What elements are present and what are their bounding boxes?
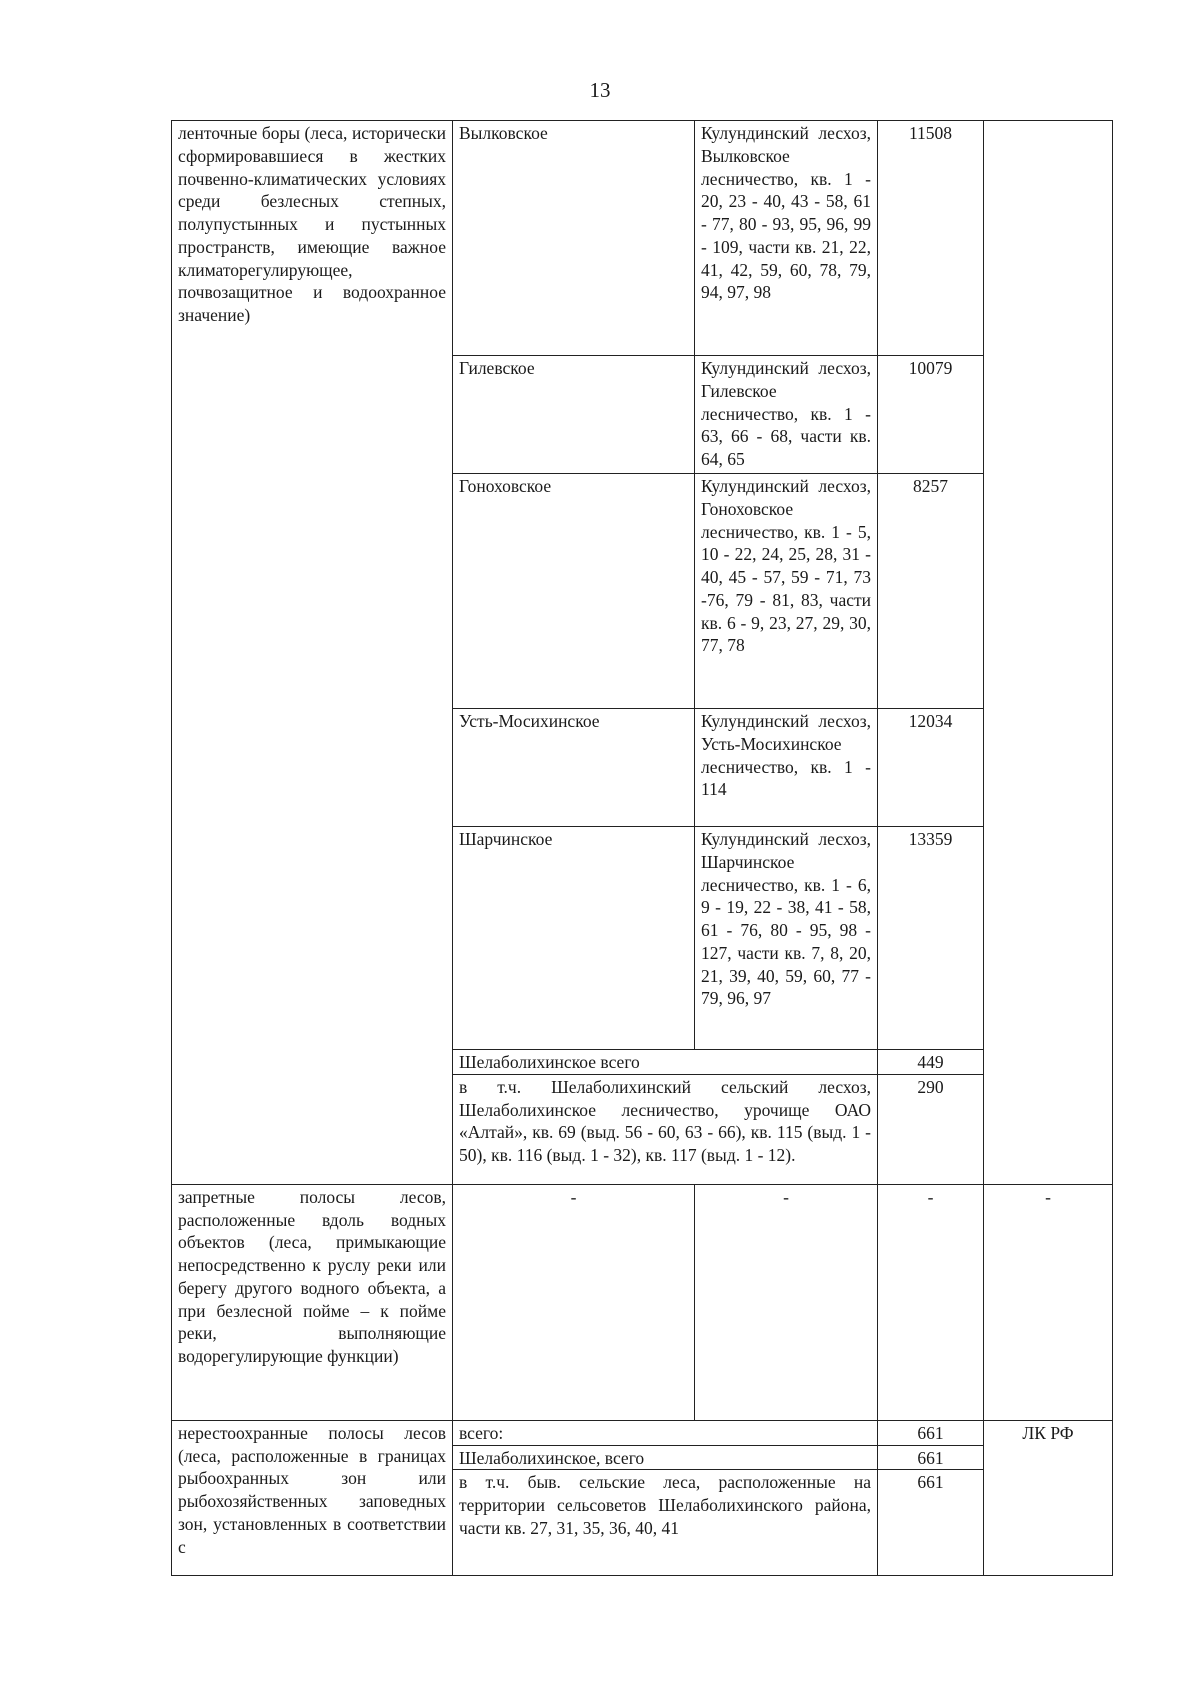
area-cell: 8257 bbox=[878, 474, 984, 709]
nerest-total-label: всего: bbox=[453, 1420, 878, 1445]
forest-name-cell: Гилевское bbox=[453, 356, 695, 474]
table-row bbox=[172, 1420, 1113, 1445]
location-cell: Кулундинский лесхоз, Гилевское лесничество, кв. 1 - 63, 66 - 68, части кв. 64, 65 bbox=[695, 356, 878, 474]
location-cell: Кулундинский лесхоз, Шарчинское лесничество, кв. 1 - 6, 9 - 19, 22 - 38, 41 - 58, 61 - 76, 80 - 95, 98 - 127, части кв. 7, 8, 20, 21, 39, 40, 59, 60, 77 - 79, 96, 97 bbox=[695, 827, 878, 1050]
category-cell: ленточные боры (леса, исторически сформировавшиеся в жестких почвенно-климатических условиях среди безлесных степных, полупустынных и пустынных пространств, имеющие важное климаторегулирующее, почвозащитное и водоохранное значение) bbox=[172, 121, 453, 1185]
shelab-total-label: Шелаболихинское всего bbox=[453, 1050, 878, 1075]
category-cell: нерестоохранные полосы лесов (леса, расположенные в границах рыбоохранных зон или рыбохозяйственных заповедных зон, установленных в соответствии с bbox=[172, 1420, 453, 1576]
location-cell: Кулундинский лесхоз, Гоноховское лесничество, кв. 1 - 5, 10 - 22, 24, 25, 28, 31 - 40, 45 - 57, 59 - 71, 73 -76, 79 - 81, 83, части кв. 6 - 9, 23, 27, 29, 30, 77, 78 bbox=[695, 474, 878, 709]
nerest-total-value: 661 bbox=[878, 1420, 984, 1445]
area-cell: 13359 bbox=[878, 827, 984, 1050]
forest-name-cell: Шарчинское bbox=[453, 827, 695, 1050]
nerest-detail-value: 661 bbox=[878, 1470, 984, 1576]
area-cell: 12034 bbox=[878, 709, 984, 827]
area-cell: 10079 bbox=[878, 356, 984, 474]
shelab-detail-value: 290 bbox=[878, 1074, 984, 1184]
shelab-detail: в т.ч. Шелаболихинский сельский лесхоз, Шелаболихинское лесничество, урочище ОАО «Алтай», кв. 69 (выд. 56 - 60, 63 - 66), кв. 115 (выд. 1 - 50), кв. 116 (выд. 1 - 32), кв. 117 (выд. 1 - 12). bbox=[453, 1074, 878, 1184]
forest-table bbox=[171, 120, 1113, 1576]
category-cell: запретные полосы лесов, расположенные вдоль водных объектов (леса, примыкающие непосредственно к руслу реки или берегу другого водного объекта, а при безлесной пойме – к пойме реки, выполняющие водорегулирующие функции) bbox=[172, 1184, 453, 1420]
dash-cell: - bbox=[878, 1184, 984, 1420]
nerest-shelab-value: 661 bbox=[878, 1445, 984, 1470]
basis-cell bbox=[984, 121, 1113, 1185]
location-cell: Кулундинский лесхоз, Вылковское лесничество, кв. 1 - 20, 23 - 40, 43 - 58, 61 - 77, 80 - 93, 95, 96, 99 - 109, части кв. 21, 22, 41, 42, 59, 60, 78, 79, 94, 97, 98 bbox=[695, 121, 878, 356]
nerest-basis: ЛК РФ bbox=[984, 1420, 1113, 1576]
page-number: 13 bbox=[589, 78, 611, 102]
table-row bbox=[172, 121, 1113, 356]
location-cell: Кулундинский лесхоз, Усть-Мосихинское лесничество, кв. 1 - 114 bbox=[695, 709, 878, 827]
forest-name-cell: Гоноховское bbox=[453, 474, 695, 709]
area-cell: 11508 bbox=[878, 121, 984, 356]
nerest-shelab-label: Шелаболихинское, всего bbox=[453, 1445, 878, 1470]
table-row bbox=[172, 1184, 1113, 1420]
shelab-total-value: 449 bbox=[878, 1050, 984, 1075]
forest-name-cell: Вылковское bbox=[453, 121, 695, 356]
dash-cell: - bbox=[453, 1184, 695, 1420]
dash-cell: - bbox=[984, 1184, 1113, 1420]
dash-cell: - bbox=[695, 1184, 878, 1420]
nerest-detail: в т.ч. быв. сельские леса, расположенные на территории сельсоветов Шелаболихинского района, части кв. 27, 31, 35, 36, 40, 41 bbox=[453, 1470, 878, 1576]
forest-name-cell: Усть-Мосихинское bbox=[453, 709, 695, 827]
